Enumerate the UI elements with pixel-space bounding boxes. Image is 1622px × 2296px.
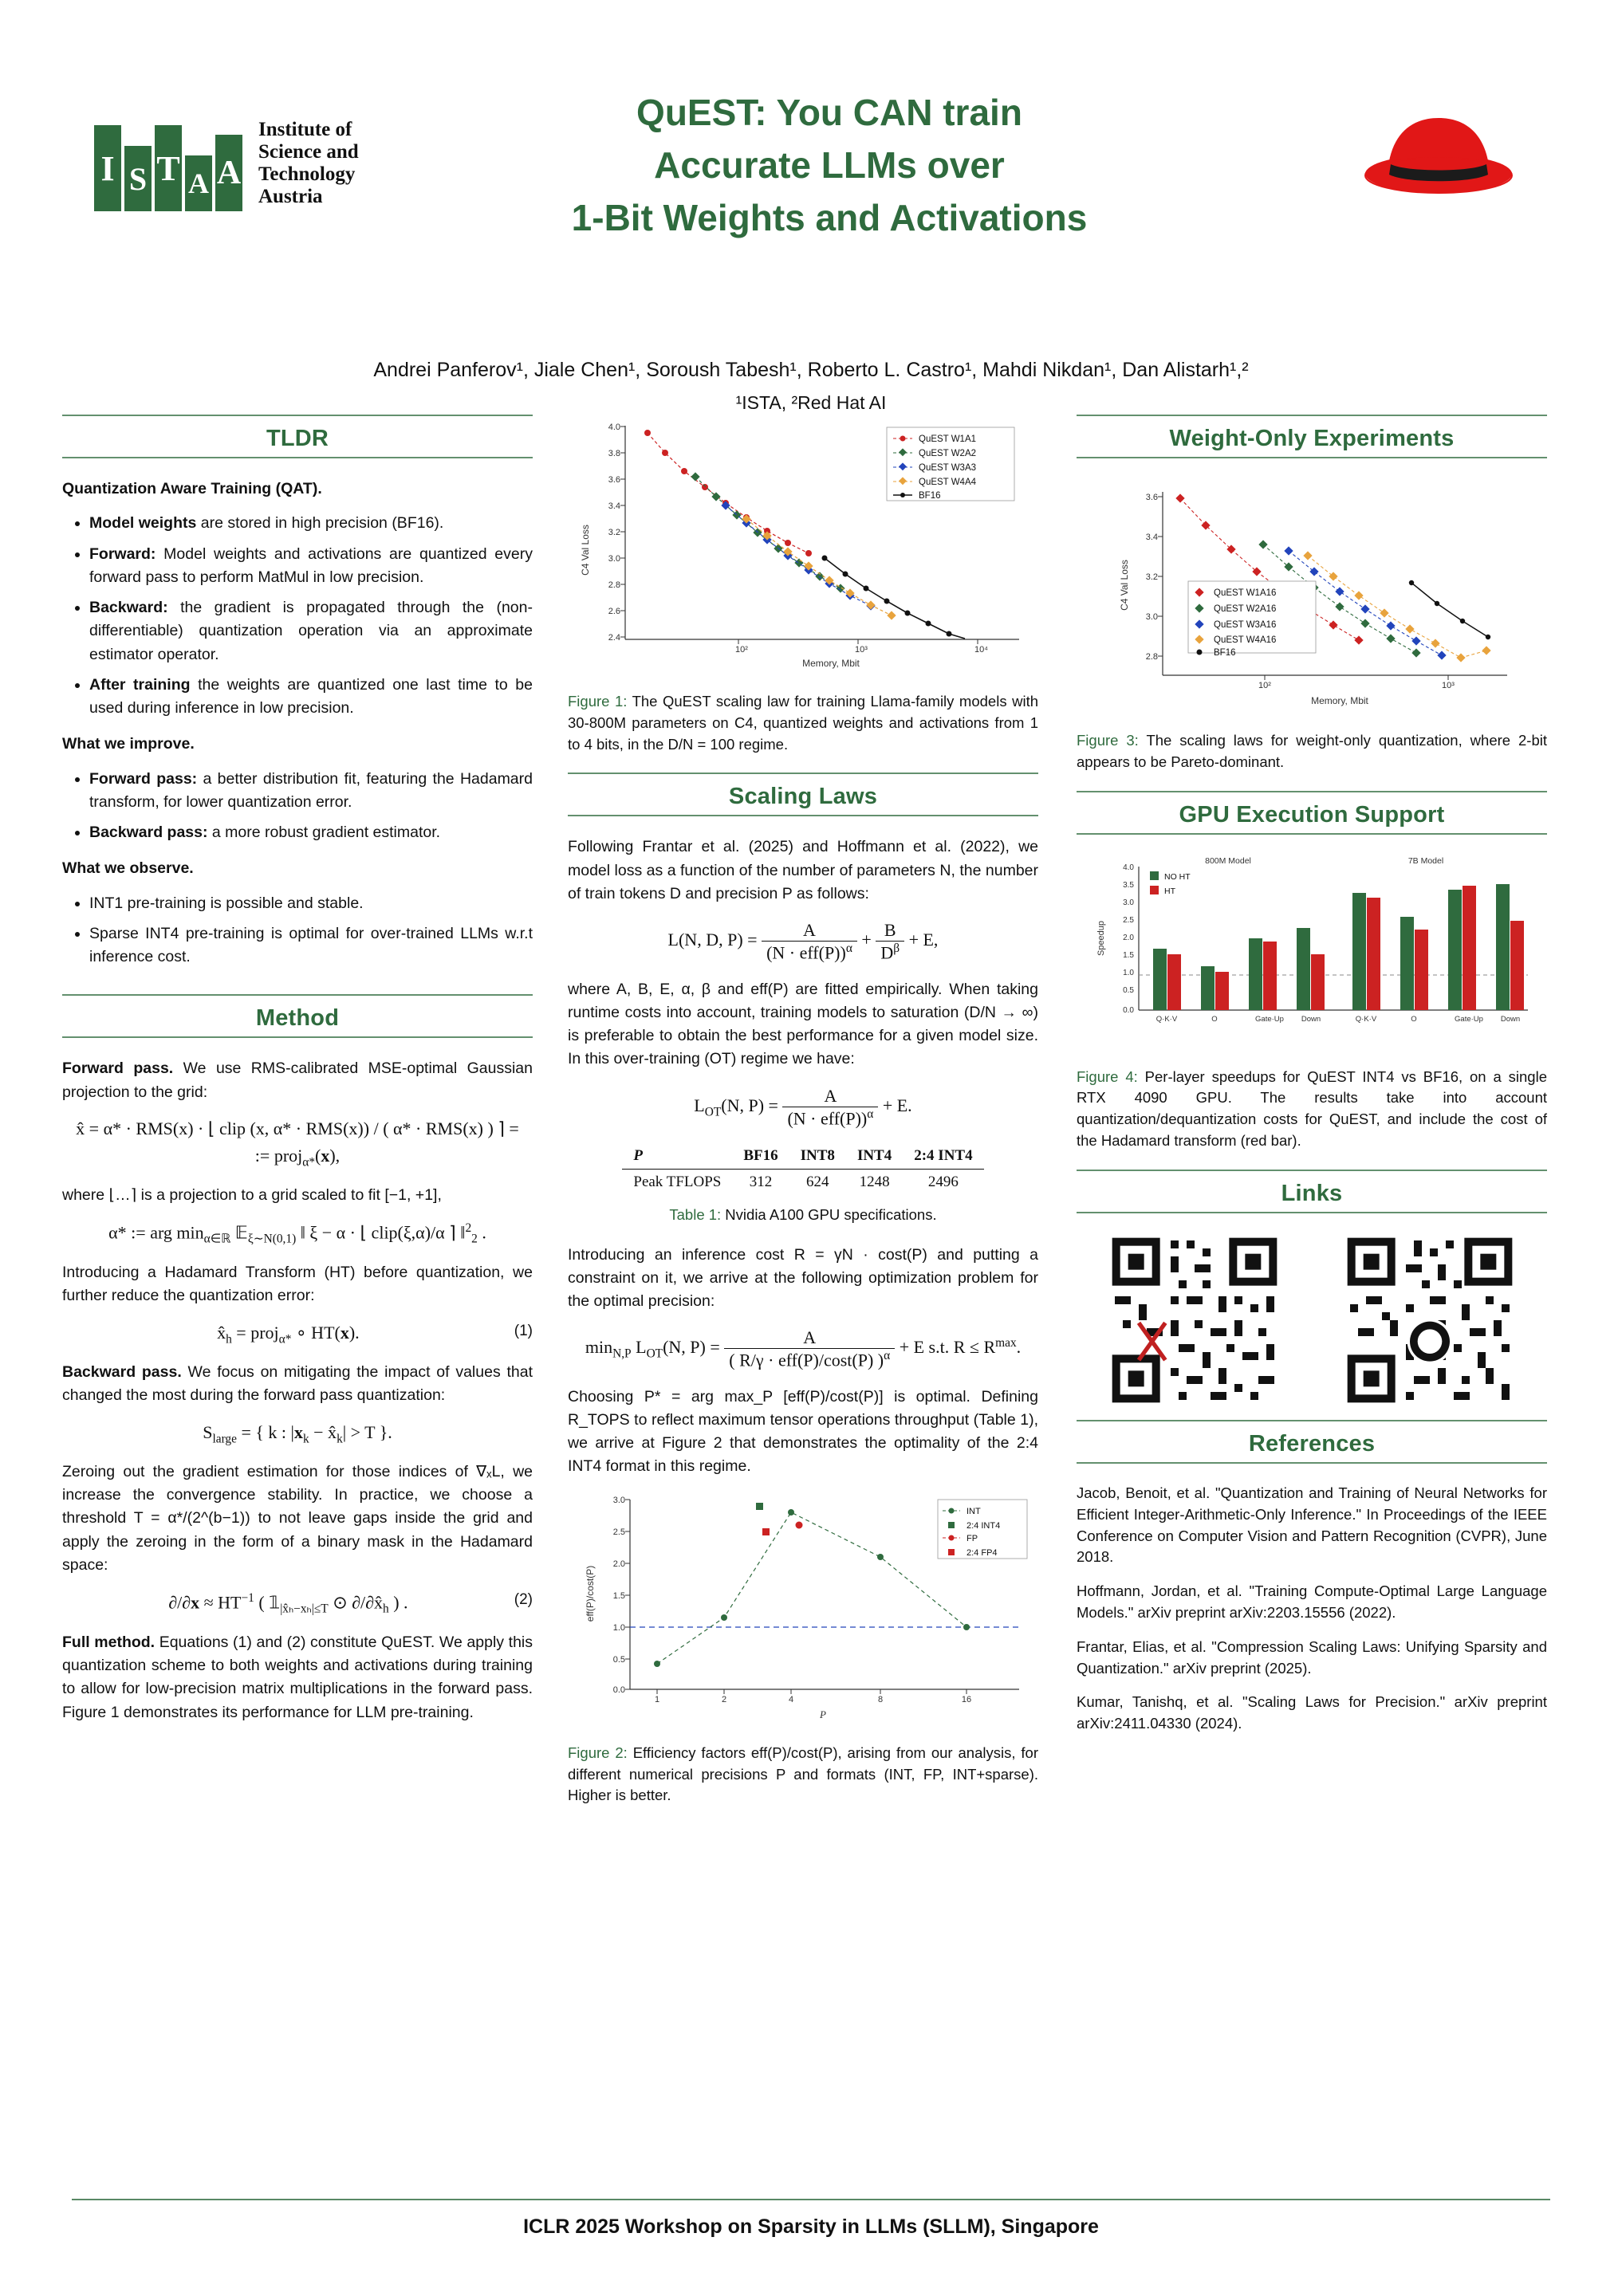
ista-letter-a-small: A	[185, 155, 212, 211]
equation-optimization: $\min_{N,P} L_{OT}(N$, P) = A ( R/γ · eff(P)/cost(P) )$^\alpha$ + E s.t. $R \le R^{max}$.	[585, 1327, 1022, 1370]
svg-text:0.0: 0.0	[1123, 1005, 1134, 1015]
footer-text: ICLR 2025 Workshop on Sparsity in LLMs (SLLM), Singapore	[523, 2215, 1099, 2238]
table-header-cell: 2:4 INT4	[903, 1143, 983, 1170]
svg-text:QuEST W2A16: QuEST W2A16	[1214, 604, 1277, 614]
bullets-qat	[62, 512, 533, 720]
svg-text:3.6: 3.6	[1145, 493, 1158, 502]
figure-2-label: Figure 2:	[568, 1744, 628, 1761]
svg-text:2:4 FP4: 2:4 FP4	[967, 1547, 998, 1558]
ista-logo	[94, 104, 429, 223]
paragraph-hadamard: Introducing a Hadamard Transform (HT) before quantization, we further reduce the quantization error:	[62, 1264, 533, 1305]
svg-text:2.5: 2.5	[1123, 915, 1134, 925]
svg-text:C4 Val Loss: C4 Val Loss	[580, 525, 591, 576]
equation-alpha-star: α* := arg $\min_{\alpha\in ℝ}$ 𝔼$_{\xi\sim N(0,1)}$ ‖ ξ − α · ⌊ clip(ξ,α)/α ⌉ ‖$^2_2$ .	[108, 1221, 486, 1247]
section-title-links: Links	[1281, 1180, 1343, 1206]
list-item	[89, 596, 533, 666]
divider-scaling-bottom	[568, 815, 1038, 816]
list-item	[89, 892, 533, 915]
poster-header	[0, 48, 1622, 413]
svg-text:4: 4	[788, 1694, 794, 1704]
table-cell: 312	[749, 1173, 773, 1190]
bullet-text: a better distribution fit, featuring the Hadamard transform, for lower quantization error.	[89, 769, 533, 811]
svg-text:BF16: BF16	[1214, 648, 1236, 658]
qr-code-paper[interactable]	[1107, 1233, 1282, 1412]
svg-text:3.4: 3.4	[1145, 533, 1158, 542]
table-header-cell: BF16	[732, 1143, 789, 1170]
svg-text:QuEST W3A3: QuEST W3A3	[919, 463, 977, 473]
svg-text:2.5: 2.5	[612, 1527, 625, 1537]
svg-text:Gate·Up: Gate·Up	[1455, 1014, 1483, 1024]
divider-references-bottom	[1077, 1462, 1547, 1464]
bullet-lead: Model weights	[89, 514, 197, 533]
svg-text:0.0: 0.0	[612, 1685, 625, 1695]
equation-projection-line-2: := proj$_{\alpha*}$(x),	[254, 1145, 341, 1170]
table-cell: Peak TFLOPS	[633, 1173, 722, 1190]
svg-text:2.4: 2.4	[608, 633, 620, 643]
figure-1-caption	[568, 691, 1038, 755]
svg-text:P: P	[820, 1708, 826, 1720]
figure-4-label: Figure 4:	[1077, 1067, 1138, 1085]
svg-text:Memory, Mbit: Memory, Mbit	[1311, 695, 1368, 706]
svg-text:NO HT: NO HT	[1164, 871, 1191, 882]
svg-text:10⁴: 10⁴	[974, 645, 988, 655]
svg-text:Q·K·V: Q·K·V	[1355, 1014, 1377, 1024]
equation-gradient: (2) $\partial/\partial x \approx HT^{-1}$ ( $𝟙_{|x̂_h-x_h|\le T}$ ⊙ $\partial/\partial x̂_h$ ) .	[168, 1591, 533, 1616]
svg-text:1.0: 1.0	[1123, 968, 1134, 977]
section-title-method: Method	[255, 1005, 340, 1032]
ista-letter-i: I	[94, 125, 121, 211]
svg-text:2.6: 2.6	[608, 607, 620, 616]
ista-logo-mark	[94, 116, 242, 211]
paragraph-forward-pass	[62, 1057, 533, 1104]
reference-item: Kumar, Tanishq, et al. "Scaling Laws for Precision." arXiv preprint arXiv:2411.04330 (2024).	[1077, 1693, 1547, 1732]
svg-text:C4 Val Loss: C4 Val Loss	[1119, 560, 1130, 611]
bullet-lead: Forward pass:	[89, 769, 198, 788]
figure-4	[1077, 854, 1547, 1057]
svg-text:Gate·Up: Gate·Up	[1255, 1014, 1284, 1024]
paragraph-where: where ⌊…⌉ is a projection to a grid scaled to fit [−1, +1],	[62, 1186, 442, 1205]
poster-title-line-2: Accurate LLMs over	[654, 144, 1005, 187]
label-full-method: Full method.	[62, 1633, 156, 1651]
middle-column	[568, 415, 1038, 1824]
svg-text:Q·K·V: Q·K·V	[1155, 1014, 1178, 1024]
figure-1	[568, 415, 1038, 682]
svg-text:1.5: 1.5	[1123, 950, 1134, 960]
svg-text:3.0: 3.0	[612, 1495, 625, 1505]
svg-text:4.0: 4.0	[1123, 863, 1134, 872]
red-hat-logo	[1359, 96, 1518, 207]
equation-scaling-law: L(N, D, P) = A $(N \cdot eff(P))^\alpha$ + $\frac{B}{D^\beta}$ + E,	[667, 920, 939, 963]
list-item	[89, 512, 533, 535]
section-title-scaling-laws: Scaling Laws	[728, 784, 878, 810]
bullet-text: Sparse INT4 pre-training is optimal for over-trained LLMs w.r.t inference cost.	[89, 924, 533, 965]
bullet-text: are stored in high precision (BF16).	[196, 514, 444, 533]
table-header-cell: INT8	[789, 1143, 846, 1170]
bullet-lead: Backward pass:	[89, 824, 208, 841]
table-header-cell: INT4	[846, 1143, 903, 1170]
poster-title-line-1: QuEST: You CAN train	[636, 92, 1022, 133]
svg-text:0.5: 0.5	[1123, 985, 1134, 995]
paragraph-scaling-1: Following Frantar et al. (2025) and Hoffmann et al. (2022), we model loss as a function of the number of parameters N, the number of train tokens D and precision P as follows:	[568, 838, 1038, 902]
svg-text:2: 2	[721, 1694, 727, 1704]
list-item	[89, 674, 533, 721]
svg-text:Memory, Mbit: Memory, Mbit	[802, 658, 860, 669]
figure-1-caption-text: The QuEST scaling law for training Llama-family models with 30-800M parameters on C4, quantized weights and activations from 1 to 4 bits, in the D/N = 100 regime.	[568, 693, 1038, 753]
paragraph-zeroing: Zeroing out the gradient estimation for those indices of ∇ₓL, we increase the convergence stability. In practice, we choose a threshold T = α*/(2^(b−1)) to not leave gaps inside the grid and apply the zeroing in the form of a binary mask in the Hadamard space:	[62, 1462, 533, 1574]
ista-wordmark-line-1: Institute of	[258, 119, 352, 140]
heading-observe: What we observe.	[62, 859, 194, 878]
table-1-gpu-specs	[622, 1143, 983, 1195]
divider-links-top	[1077, 1170, 1547, 1171]
svg-text:0.5: 0.5	[612, 1654, 625, 1665]
bullets-observe	[62, 892, 533, 969]
paragraph-scaling-2: where A, B, E, α, β and eff(P) are fitted empirically. When taking runtime costs into account, training models to saturation (D/N → ∞) is preferable to obtain the best performance for a given model size. In this over-training (OT) regime we have:	[568, 980, 1038, 1068]
svg-text:8: 8	[877, 1694, 884, 1704]
equation-s-large: $S_{large}$ = { k : $|x_k$ − $x̂_k| > T$ }.	[203, 1421, 392, 1445]
figure-4-caption	[1077, 1067, 1547, 1152]
table-cell: 2496	[927, 1173, 959, 1190]
svg-text:3.0: 3.0	[1123, 898, 1134, 907]
section-title-tldr: TLDR	[266, 426, 329, 451]
divider-weightonly-top	[1077, 415, 1547, 416]
figure-3	[1077, 478, 1547, 721]
svg-text:1.0: 1.0	[612, 1622, 625, 1633]
table-header-cell: P	[622, 1143, 732, 1170]
bullet-lead: Backward:	[89, 599, 168, 616]
divider-links-bottom	[1077, 1212, 1547, 1213]
equation-hadamard: (1) $x̂_h$ = proj$_{\alpha*}$ ∘ HT(x).	[217, 1322, 533, 1346]
ista-wordmark-line-3: Technology	[258, 163, 356, 185]
qr-code-row	[1077, 1233, 1547, 1412]
equation-number-2: (2)	[514, 1591, 533, 1609]
reference-item: Jacob, Benoit, et al. "Quantization and Training of Neural Networks for Efficient Integer-Arithmetic-Only Inference." In Proceedings of the IEEE Conference on Computer Vision and Pattern Recognition (CVPR), June 2018.	[1077, 1484, 1547, 1566]
figure-3-caption-text: The scaling laws for weight-only quantization, where 2-bit appears to be Pareto-dominant.	[1077, 732, 1547, 770]
table-cell: 1248	[859, 1173, 890, 1190]
svg-text:2.8: 2.8	[1145, 652, 1158, 662]
svg-text:7B Model: 7B Model	[1407, 855, 1444, 866]
divider-method-top	[62, 994, 533, 996]
svg-text:4.0: 4.0	[608, 423, 620, 432]
equation-number-1: (1)	[514, 1322, 533, 1339]
table-1-caption-text: Nvidia A100 GPU specifications.	[721, 1205, 937, 1223]
svg-text:3.8: 3.8	[608, 449, 620, 458]
equation-overtraining: $L_{OT}(N$, P) = A $(N \cdot eff(P))^\alpha$ + E.	[694, 1085, 912, 1128]
ista-wordmark-line-4: Austria	[258, 186, 323, 207]
svg-text:2.0: 2.0	[1123, 933, 1134, 942]
bullet-lead: After training	[89, 675, 191, 694]
svg-text:2:4 INT4: 2:4 INT4	[967, 1520, 1001, 1531]
ista-wordmark-line-2: Science and	[258, 141, 359, 163]
section-title-gpu-support: GPU Execution Support	[1179, 801, 1445, 828]
svg-text:16: 16	[961, 1694, 972, 1704]
heading-improve: What we improve.	[62, 735, 195, 753]
svg-text:3.4: 3.4	[608, 501, 620, 511]
bullet-text: Model weights and activations are quantized every forward pass to perform MatMul in low precision.	[89, 545, 533, 586]
footer-divider	[72, 2199, 1550, 2200]
paragraph-full-method	[62, 1631, 533, 1724]
bullet-text: the weights are quantized one last time to be used during inference in low precision.	[89, 675, 533, 717]
equation-projection-line-1: x̂ = α* · RMS(x) · ⌊ clip (x, α* · RMS(x)) / ( α* · RMS(x) ) ⌉ =	[76, 1118, 519, 1138]
text-forward-pass: We use RMS-calibrated MSE-optimal Gaussian projection to the grid:	[62, 1060, 533, 1101]
svg-text:HT: HT	[1164, 886, 1175, 896]
poster-title	[431, 86, 1228, 245]
table-1-label: Table 1:	[669, 1205, 722, 1223]
svg-text:10³: 10³	[855, 645, 868, 655]
svg-text:QuEST W1A16: QuEST W1A16	[1214, 588, 1277, 598]
divider-scaling-top	[568, 773, 1038, 774]
svg-text:3.6: 3.6	[608, 475, 620, 485]
figure-2-caption	[568, 1743, 1038, 1807]
bullet-text: the gradient is propagated through the (non-differentiable) quantization operation via an approximate estimator operator.	[89, 599, 533, 663]
figure-3-caption	[1077, 730, 1547, 773]
svg-text:1.5: 1.5	[612, 1590, 625, 1601]
divider-tldr-bottom	[62, 457, 533, 458]
equation-projection	[62, 1119, 533, 1170]
figure-2	[568, 1490, 1038, 1733]
text-backward-pass: We focus on mitigating the impact of values that changed the most during the forward pass quantization:	[62, 1363, 533, 1405]
svg-text:Speedup: Speedup	[1096, 920, 1106, 956]
svg-text:3.0: 3.0	[1145, 612, 1158, 622]
list-item	[89, 922, 533, 969]
bullet-text: a more robust gradient estimator.	[207, 824, 441, 841]
figure-3-label: Figure 3:	[1077, 732, 1139, 749]
reference-list	[1077, 1483, 1547, 1735]
paragraph-scaling-4: Choosing P* = arg max_P [eff(P)/cost(P)] is optimal. Defining R_TOPS to reflect maximum tensor operations throughput (Table 1), we arrive at Figure 2 that demonstrates the optimality of the 2:4 INT4 format in this regime.	[568, 1387, 1038, 1476]
svg-text:10²: 10²	[735, 645, 748, 655]
section-title-weight-only: Weight-Only Experiments	[1169, 426, 1455, 451]
list-item	[89, 768, 533, 815]
left-column	[62, 415, 533, 1736]
bullet-text: INT1 pre-training is possible and stable.	[89, 894, 364, 912]
bullet-lead: Forward:	[89, 545, 156, 563]
svg-text:O: O	[1411, 1014, 1417, 1024]
table-cell: 624	[806, 1173, 829, 1190]
svg-text:BF16: BF16	[919, 491, 941, 501]
divider-weightonly-bottom	[1077, 457, 1547, 458]
svg-text:3.2: 3.2	[608, 528, 620, 537]
svg-text:QuEST W1A1: QuEST W1A1	[919, 434, 977, 444]
list-item	[89, 543, 533, 590]
svg-text:3.5: 3.5	[1123, 880, 1134, 890]
figure-4-caption-text: Per-layer speedups for QuEST INT4 vs BF16, on a single RTX 4090 GPU. The results take into account quantization/dequantization costs for QuEST, and include the cost of the Hadamard transform (red bar).	[1077, 1067, 1547, 1150]
label-forward-pass: Forward pass.	[62, 1060, 174, 1078]
divider-method-bottom	[62, 1036, 533, 1038]
divider-gpu-bottom	[1077, 833, 1547, 835]
bullets-improve	[62, 768, 533, 845]
svg-text:10³: 10³	[1442, 681, 1455, 690]
label-backward-pass: Backward pass.	[62, 1363, 182, 1381]
divider-tldr-top	[62, 415, 533, 416]
ista-letter-a-large: A	[215, 135, 242, 211]
ista-letter-s: S	[124, 146, 152, 211]
svg-text:QuEST W4A16: QuEST W4A16	[1214, 635, 1277, 645]
divider-gpu-top	[1077, 791, 1547, 792]
figure-1-label: Figure 1:	[568, 693, 628, 710]
heading-qat: Quantization Aware Training (QAT).	[62, 480, 322, 497]
ista-letter-t: T	[155, 125, 182, 211]
table-1-caption	[568, 1205, 1038, 1226]
svg-text:3.0: 3.0	[608, 554, 620, 564]
ista-logo-wordmark	[258, 119, 359, 208]
qr-code-github[interactable]	[1342, 1233, 1518, 1412]
svg-text:QuEST W4A4: QuEST W4A4	[919, 478, 977, 487]
svg-text:Down: Down	[1500, 1014, 1521, 1024]
reference-item: Frantar, Elias, et al. "Compression Scaling Laws: Unifying Sparsity and Quantization." arXiv preprint (2025).	[1077, 1637, 1547, 1677]
svg-text:2.0: 2.0	[612, 1559, 625, 1569]
github-icon	[1407, 1319, 1452, 1364]
svg-text:3.2: 3.2	[1145, 572, 1158, 582]
section-title-references: References	[1248, 1430, 1376, 1457]
reference-item: Hoffmann, Jordan, et al. "Training Compute-Optimal Large Language Models." arXiv preprint arXiv:2203.15556 (2022).	[1077, 1582, 1547, 1621]
right-column	[1077, 415, 1547, 1748]
poster-title-line-3: 1-Bit Weights and Activations	[571, 197, 1088, 239]
figure-2-caption-text: Efficiency factors eff(P)/cost(P), arising from our analysis, for different numerical precisions P and formats (INT, FP, INT+sparse). Higher is better.	[568, 1744, 1038, 1804]
affiliation-list: ¹ISTA, ²Red Hat AI	[735, 392, 887, 413]
svg-text:QuEST W2A2: QuEST W2A2	[919, 449, 977, 458]
table-row	[622, 1169, 983, 1195]
svg-text:2.8: 2.8	[608, 580, 620, 590]
svg-text:800M Model: 800M Model	[1205, 855, 1251, 866]
svg-text:eff(P)/cost(P): eff(P)/cost(P)	[585, 1565, 596, 1622]
svg-text:FP: FP	[967, 1533, 978, 1543]
paragraph-backward-pass	[62, 1361, 533, 1408]
svg-text:Down: Down	[1301, 1014, 1321, 1024]
svg-text:10²: 10²	[1258, 681, 1271, 690]
paragraph-scaling-3: Introducing an inference cost R = γN · cost(P) and putting a constraint on it, we arrive at the following optimization problem for the optimal precision:	[568, 1245, 1038, 1311]
divider-references-top	[1077, 1420, 1547, 1421]
svg-text:O: O	[1211, 1014, 1218, 1024]
list-item	[89, 821, 533, 844]
author-list: Andrei Panferov¹, Jiale Chen¹, Soroush Tabesh¹, Roberto L. Castro¹, Mahdi Nikdan¹, Dan Alistarh¹,²	[373, 359, 1249, 381]
text-full-method: Equations (1) and (2) constitute QuEST. We apply this quantization scheme to both weights and activations during training to allow for low-precision matrix multiplications in the forward pass. Figure 1 demonstrates its performance for LLM pre-training.	[62, 1633, 533, 1721]
svg-text:QuEST W3A16: QuEST W3A16	[1214, 620, 1277, 630]
svg-text:INT: INT	[967, 1506, 981, 1516]
svg-text:1: 1	[654, 1694, 660, 1704]
